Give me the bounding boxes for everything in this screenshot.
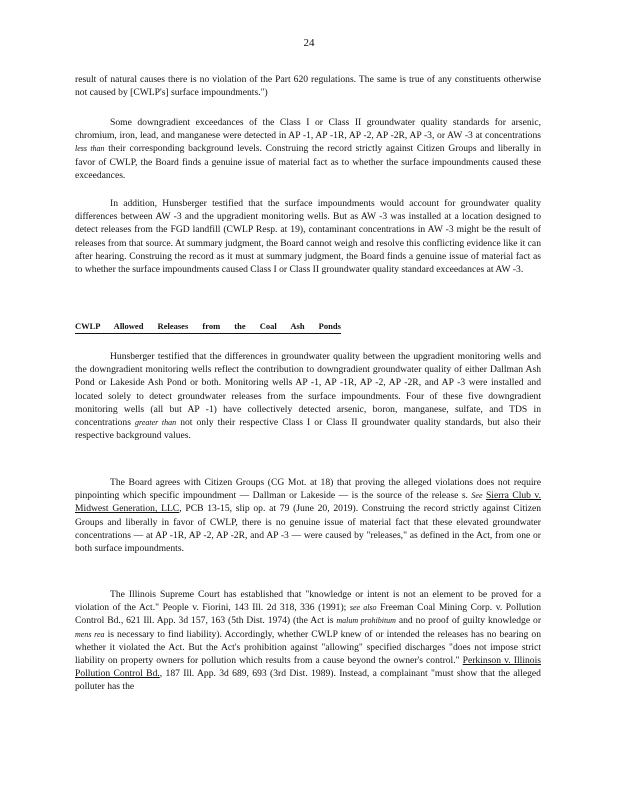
- paragraph-3: [75, 197, 541, 276]
- text-segment: not only their respective Class I or Class II groundwater quality standards, but also their respective background values.: [75, 417, 541, 442]
- case-citation: Perkinson v. Illinois Pollution Control Bd.: [75, 655, 541, 680]
- text-segment: is necessary to find liability). Accordingly, whether CWLP knew of or intended the releases has no bearing on whether it violated the Act. But the Act's prohibition against "allowing" specified discharges "does not impose strict liability on property owners for pollution which results from a cause beyond the owner's control.": [75, 628, 541, 667]
- text-segment: result of natural causes there is no violation of the Part 620 regulations. The same is true of any constituents otherwise not caused by [CWLP's] surface impoundments."): [75, 74, 541, 99]
- page-number: 24: [303, 37, 315, 49]
- italic-text: malum prohibitum: [336, 616, 396, 626]
- text-segment: Some downgradient exceedances of the Class I or Class II groundwater quality standards for arsenic, chromium, iron, lead, and manganese were detected in AP -1, AP -1R, AP -2, AP -2R, AP -3, or AW -3 at concentrations: [75, 117, 541, 142]
- section-heading: CWLP Allowed Releases from the Coal Ash Ponds: [75, 320, 341, 334]
- text-segment: their corresponding background levels. Construing the record strictly against Citizen Groups and liberally in favor of CWLP, the Board finds a genuine issue of material fact as to whether the surface impoundments caused these exceedances.: [75, 143, 541, 181]
- text-segment: The Illinois Supreme Court has established that "knowledge or intent is not an element to be proved for a violation of the Act." People v. Fiorini, 143 Ill. 2d 318, 336 (1991);: [75, 589, 541, 614]
- text-segment: and no proof of guilty knowledge or: [395, 615, 542, 627]
- paragraph-5: [75, 476, 541, 555]
- text-segment: , PCB 13-15, slip op. at 79 (June 20, 2019). Construing the record strictly against Citizen Groups and liberally in favor of CWLP, there is no genuine issue of material fact that these elevated groundwater concentrations — at AP -1R, AP -2, AP -2R, and AP -3 — were caused by "releases," as defined in the Act, from one or both surface impoundments.: [75, 503, 542, 555]
- text-segment: Freeman Coal Mining Corp. v. Pollution Control Bd., 621 Ill. App. 3d 157, 163 (5th Dist. 1974) (the Act is: [75, 602, 541, 627]
- case-citation: Sierra Club v. Midwest Generation, LLC: [75, 490, 541, 515]
- paragraph-2: [75, 116, 541, 182]
- italic-text: See: [471, 491, 483, 501]
- italic-text: see also: [349, 603, 377, 613]
- text-segment: In addition, Hunsberger testified that the surface impoundments would account for groundwater quality differences between AW -3 and the upgradient monitoring wells. But as AW -3 was installed at a location designed to detect releases from the FGD landfill (CWLP Resp. at 19), contaminant concentrations in AW -3 might be the result of releases from that source. At summary judgment, the Board cannot weigh and resolve this conflicting evidence like it can after hearing. Construing the record as it must at summary judgment, the Board finds a genuine issue of material fact as to whether the surface impoundments caused Class I or Class II groundwater quality standard exceedances at AW -3.: [75, 198, 541, 276]
- paragraph-1: [75, 73, 541, 99]
- text-segment: The Board agrees with Citizen Groups (CG Mot. at 18) that proving the alleged violations does not require pinpointing which specific impoundment — Dallman or Lakeside — is the source of the release s.: [75, 477, 541, 502]
- text-segment: Hunsberger testified that the differences in groundwater quality between the upgradient monitoring wells and the downgradient monitoring wells reflect the contribution to downgradient groundwater quality of either Dallman Ash Pond or Lakeside Ash Pond or both. Monitoring wells AP -1, AP -1R, AP -2, AP -2R, and AP -3 were installed and located solely to detect groundwater releases from the surface impoundments. Four of these five downgradient monitoring wells (all but AP -1) have collectively detected arsenic, boron, manganese, sulfate, and TDS in concentrations: [75, 351, 541, 429]
- paragraph-4: [75, 350, 541, 442]
- italic-text: less than: [75, 144, 105, 154]
- italic-text: mens rea: [75, 629, 105, 639]
- italic-text: greater than: [135, 418, 177, 428]
- text-segment: , 187 Ill. App. 3d 689, 693 (3rd Dist. 1989). Instead, a complainant "must show that the alleged polluter has the: [75, 668, 541, 693]
- paragraph-6: [75, 588, 541, 694]
